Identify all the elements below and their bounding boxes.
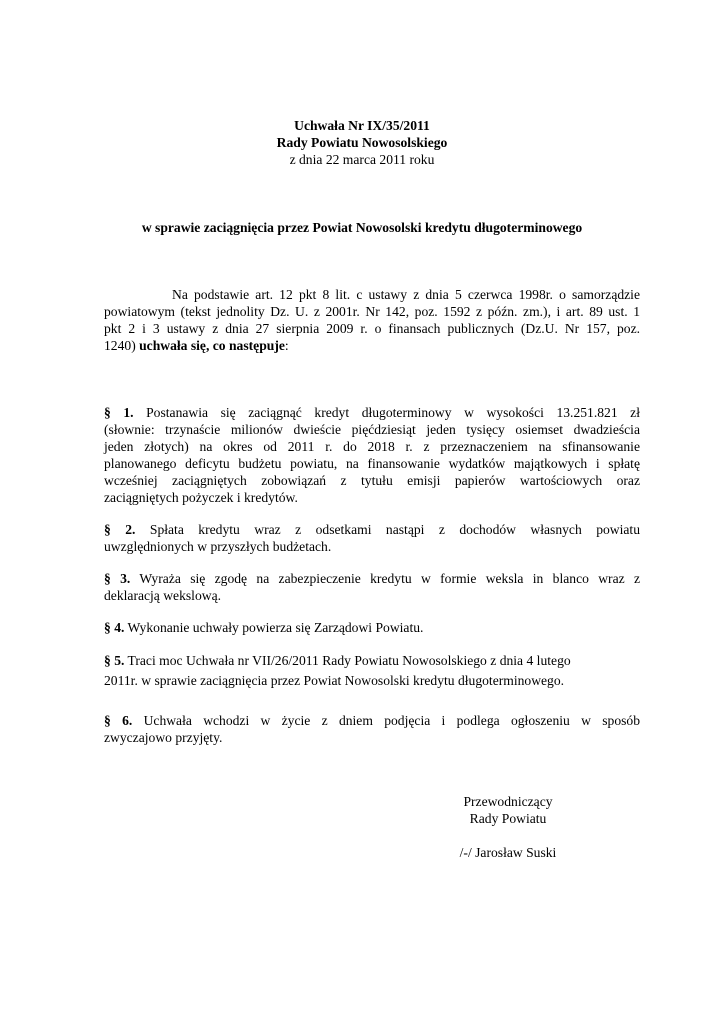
section-6-line: § 6. Uchwała wchodzi w życie z dniem podjęcia i podlega ogłoszeniu w sposób [104,713,641,728]
signature-body: Rady Powiatu [469,811,547,826]
preamble-last-line [104,338,289,354]
section-4-line: § 4. Wykonanie uchwały powierza się Zarządowi Powiatu. [104,620,424,635]
preamble-line: powiatowym (tekst jednolity Dz. U. z 2001r. Nr 142, poz. 1592 z późn. zm.), i art. 89 ust. 1 [104,304,640,319]
section-5-line: § 5. Traci moc Uchwała nr VII/26/2011 Rady Powiatu Nowosolskiego z dnia 4 lutego [104,653,571,668]
section-1-line: wcześniej zaciągniętych zobowiązań z tytułu emisji papierów wartościowych oraz [104,473,640,488]
section-2-line: uwzględnionych w przyszłych budżetach. [104,539,332,554]
signature-name: /-/ Jarosław Suski [459,845,557,860]
section-5-line: 2011r. w sprawie zaciągnięcia przez Powiat Nowosolski kredytu długoterminowego. [104,673,565,688]
section-1-line: (słownie: trzynaście milionów dwieście pięćdziesiąt jeden tysięcy osiemset dwadzieścia [104,422,640,437]
section-1-line: planowanego deficytu budżetu powiatu, na finansowanie wydatków majątkowych i spłatę [104,456,640,471]
preamble-line: Na podstawie art. 12 pkt 8 lit. c ustawy z dnia 5 czerwca 1998r. o samorządzie [172,287,640,302]
council-name: Rady Powiatu Nowosolskiego [276,135,448,150]
preamble-line: pkt 2 i 3 ustawy z dnia 27 sierpnia 2009 r. o finansach publicznych (Dz.U. Nr 157, poz. [104,321,640,336]
section-1-mark: § 1. [104,405,134,420]
preamble-colon: : [284,338,289,353]
resolution-date: z dnia 22 marca 2011 roku [289,152,435,167]
section-6-line: zwyczajowo przyjęty. [104,730,223,745]
section-2-mark: § 2. [104,522,136,537]
resolution-subject: w sprawie zaciągnięcia przez Powiat Nowosolski kredytu długoterminowego [141,220,583,235]
section-3-mark: § 3. [104,571,131,586]
resolution-title: Uchwała Nr IX/35/2011 [294,118,430,133]
section-1-line: § 1. Postanawia się zaciągnąć kredyt długoterminowy w wysokości 13.251.821 zł [104,405,640,420]
section-1-line: jeden złotych) na okres od 2011 r. do 2018 r. z przeznaczeniem na sfinansowanie [104,439,640,454]
section-4-mark: § 4. [104,620,125,635]
section-1-line: zaciągniętych pożyczek i kredytów. [104,490,298,505]
signature-role: Przewodniczący [463,794,553,809]
section-6-mark: § 6. [104,713,133,728]
preamble-enactment: uchwała się, co następuje [139,338,285,353]
preamble-line: 1240) [104,338,136,353]
section-5-mark: § 5. [104,653,125,668]
section-2-line: § 2. Spłata kredytu wraz z odsetkami nastąpi z dochodów własnych powiatu [104,522,641,537]
section-3-line: deklaracją wekslową. [104,588,222,603]
section-3-line: § 3. Wyraża się zgodę na zabezpieczenie kredytu w formie weksla in blanco wraz z [104,571,641,586]
